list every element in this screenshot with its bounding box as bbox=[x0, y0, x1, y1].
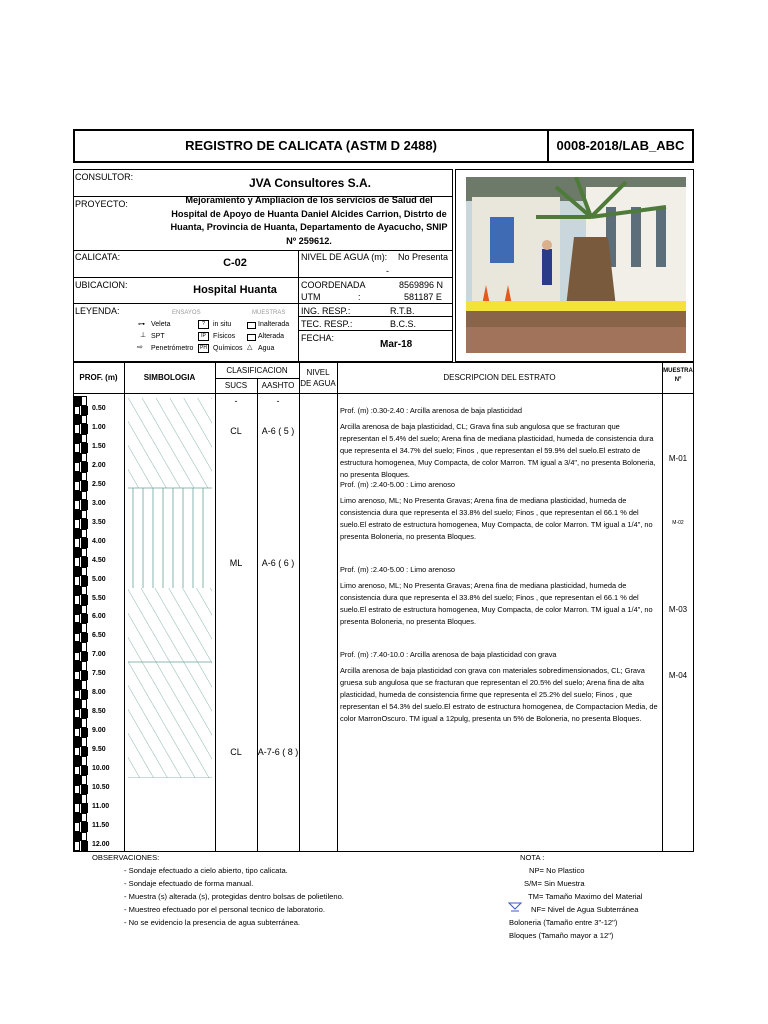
depth-tick bbox=[81, 709, 88, 719]
depth-tick bbox=[81, 472, 87, 482]
sucs-3: CL bbox=[230, 747, 242, 757]
depth-label: 8.00 bbox=[92, 689, 106, 697]
depth-tick bbox=[81, 718, 87, 728]
depth-tick bbox=[81, 803, 88, 813]
depth-tick bbox=[74, 538, 80, 548]
depth-tick bbox=[74, 614, 80, 624]
consultor-label: CONSULTOR: bbox=[75, 172, 134, 182]
ing-resp-value: R.T.B. bbox=[390, 306, 415, 316]
penetrometro-icon: ⇨ bbox=[137, 344, 143, 351]
depth-tick bbox=[74, 406, 80, 416]
aashto-3: A-7-6 ( 8 ) bbox=[257, 747, 299, 757]
veleta-icon: ⊶ bbox=[138, 321, 145, 328]
header-prof: PROF. (m) bbox=[79, 373, 118, 382]
observacion-item: - No se evidencio la presencia de agua subterránea. bbox=[124, 918, 301, 927]
depth-label: 1.00 bbox=[92, 423, 106, 431]
depth-tick bbox=[81, 813, 87, 823]
aashto-1: A-6 ( 5 ) bbox=[261, 426, 295, 436]
depth-label: 3.00 bbox=[92, 499, 106, 507]
depth-tick bbox=[81, 453, 87, 463]
depth-tick bbox=[74, 623, 81, 633]
depth-tick bbox=[74, 633, 80, 643]
depth-label: 4.50 bbox=[92, 556, 106, 564]
depth-label: 10.00 bbox=[92, 765, 110, 772]
stratum-title: Prof. (m) :0.30-2.40 : Arcilla arenosa de baja plasticidad bbox=[340, 406, 522, 415]
depth-tick bbox=[81, 623, 87, 633]
depth-tick bbox=[74, 794, 81, 804]
leyenda-label: LEYENDA: bbox=[75, 306, 120, 316]
stratum-3-description bbox=[340, 564, 660, 628]
depth-tick bbox=[74, 510, 81, 520]
observacion-item: - Muestra (s) alterada (s), protegidas dentro bolsas de polietileno. bbox=[124, 892, 344, 901]
depth-tick bbox=[81, 661, 87, 671]
nota-item: S/M= Sin Muestra bbox=[524, 879, 585, 888]
depth-tick bbox=[81, 690, 88, 700]
stratum-text: Arcilla arenosa de baja plasticidad, CL; Grava fina sub angulosa que se fracturan que representan el 5.4% del suelo; Arena fina de mediana plasticidad, humeda de consistencia dura que representa el 34.7% del suelo; Finos , que representan el 59.9% del suelo.El estrato de estructura homogenea, Muy Compacta, de color Marron. TM igual a 3/4", no presenta Boloneria, no presenta Bloques. bbox=[340, 422, 656, 479]
fecha-label: FECHA: bbox=[301, 333, 335, 343]
header-muestra: MUESTRA Nº bbox=[663, 368, 693, 383]
depth-label: 5.00 bbox=[92, 575, 106, 583]
stratum-2-description bbox=[340, 479, 660, 543]
strata-symbology bbox=[128, 398, 212, 778]
depth-tick bbox=[81, 832, 87, 842]
depth-tick bbox=[81, 699, 87, 709]
depth-label: 11.50 bbox=[92, 821, 110, 829]
depth-tick bbox=[81, 614, 88, 624]
consultor-value: JVA Consultores S.A. bbox=[248, 176, 372, 190]
depth-tick bbox=[81, 633, 88, 643]
depth-tick bbox=[74, 396, 81, 406]
depth-label: 8.50 bbox=[92, 708, 106, 716]
header-nivel-agua: NIVEL DE AGUA bbox=[300, 368, 336, 388]
observacion-item: - Sondaje efectuado de forma manual. bbox=[124, 879, 254, 888]
depth-tick bbox=[74, 519, 80, 529]
muestra-1: M-01 bbox=[668, 454, 688, 463]
depth-tick bbox=[81, 652, 88, 662]
proyecto-value: Mejoramiento y Ampliacion de los servicios de Salud del Hospital de Apoyo de Huanta Daniel Alcides Carrion, Distrto de Huanta, Provincia de Huanta, Departamento de Ayacucho, SNIP Nº 259612. bbox=[170, 195, 448, 246]
depth-tick bbox=[74, 529, 81, 539]
depth-tick bbox=[81, 775, 87, 785]
depth-label: 6.50 bbox=[92, 632, 106, 640]
calicata-value: C-02 bbox=[223, 257, 247, 269]
header-aashto: AASHTO bbox=[261, 381, 295, 390]
depth-tick bbox=[74, 813, 81, 823]
depth-label: 5.50 bbox=[92, 594, 106, 602]
nota-item: NP= No Plastico bbox=[529, 866, 585, 875]
depth-tick bbox=[74, 557, 80, 567]
depth-tick bbox=[81, 671, 88, 681]
depth-tick bbox=[74, 680, 81, 690]
legend-fisicos: Físicos bbox=[213, 333, 236, 340]
tec-resp-label: TEC. RESP.: bbox=[301, 319, 353, 329]
depth-tick bbox=[74, 595, 80, 605]
utm-colon: : bbox=[358, 292, 361, 302]
nivel-agua-dash: - bbox=[386, 266, 389, 276]
nota-title: NOTA : bbox=[520, 853, 545, 862]
proyecto-label: PROYECTO: bbox=[75, 199, 128, 209]
muestra-2: M-02 bbox=[672, 520, 684, 526]
depth-tick bbox=[74, 785, 80, 795]
depth-tick bbox=[81, 747, 88, 757]
depth-tick bbox=[81, 841, 88, 851]
depth-tick bbox=[74, 642, 81, 652]
depth-tick bbox=[81, 595, 88, 605]
depth-label: 1.50 bbox=[92, 442, 106, 450]
fisicos-icon: IP bbox=[198, 332, 209, 341]
depth-tick bbox=[81, 586, 87, 596]
legend-inalterada: Inalterada bbox=[258, 321, 290, 328]
depth-tick bbox=[74, 472, 81, 482]
depth-tick bbox=[81, 766, 88, 776]
legend-muestras: MUESTRAS bbox=[252, 310, 286, 316]
coordenada-label: COORDENADA bbox=[301, 280, 366, 290]
depth-tick bbox=[81, 557, 88, 567]
depth-tick bbox=[74, 671, 80, 681]
header-sucs: SUCS bbox=[224, 381, 248, 390]
depth-tick bbox=[74, 728, 80, 738]
depth-tick bbox=[81, 548, 87, 558]
stratum-text: Arcilla arenosa de baja plasticidad con grava con materiales sobredimensionados, CL; Grava gruesa sub angulosa que se fracturan que representan el 20.5% del suelo; Arena fina de alta plasticidad, humeda de consistencia firme que representa el 25.2% del suelo; Finos , que representan el 54.3% del suelo.El estrato de estructura homogenea, de Compactacion Media, de color MarronOscuro. TM igual a 12pulg, presenta un 5% de Boloneria, no presenta Bloques. bbox=[340, 666, 658, 723]
agua-icon: △ bbox=[247, 344, 253, 351]
depth-tick bbox=[74, 576, 80, 586]
depth-tick bbox=[81, 500, 88, 510]
depth-label: 0.50 bbox=[92, 404, 106, 412]
depth-label: 12.00 bbox=[92, 840, 110, 848]
depth-tick bbox=[81, 406, 88, 416]
nota-item: TM= Tamaño Maximo del Material bbox=[528, 892, 643, 901]
depth-tick bbox=[81, 434, 87, 444]
ubicacion-value: Hospital Huanta bbox=[193, 284, 277, 296]
header-descripcion: DESCRIPCION DEL ESTRATO bbox=[443, 373, 556, 382]
depth-label: 3.50 bbox=[92, 518, 106, 526]
depth-tick bbox=[74, 481, 80, 491]
depth-tick bbox=[74, 832, 81, 842]
page-title: REGISTRO DE CALICATA (ASTM D 2488) bbox=[185, 138, 437, 153]
depth-tick bbox=[81, 538, 88, 548]
depth-tick bbox=[74, 699, 81, 709]
depth-tick bbox=[81, 529, 87, 539]
stratum-1-description bbox=[340, 405, 660, 481]
muestra-4: M-04 bbox=[668, 671, 688, 680]
coordenada-value: 8569896 N bbox=[399, 280, 444, 290]
header-clasificacion: CLASIFICACION bbox=[226, 366, 288, 375]
nivel-agua-label: NIVEL DE AGUA (m): bbox=[301, 252, 388, 262]
depth-tick bbox=[81, 794, 87, 804]
depth-tick bbox=[81, 510, 87, 520]
lab-code: 0008-2018/LAB_ABC bbox=[556, 138, 685, 153]
water-level-icon bbox=[508, 902, 522, 912]
depth-tick bbox=[81, 462, 88, 472]
depth-tick bbox=[81, 443, 88, 453]
depth-tick bbox=[74, 491, 81, 501]
depth-tick bbox=[74, 756, 81, 766]
depth-tick bbox=[74, 661, 81, 671]
depth-label: 6.00 bbox=[92, 613, 106, 621]
depth-tick bbox=[74, 462, 80, 472]
depth-tick bbox=[74, 548, 81, 558]
depth-tick bbox=[74, 766, 80, 776]
legend-veleta: Veleta bbox=[151, 321, 171, 328]
depth-tick bbox=[74, 424, 80, 434]
depth-tick bbox=[81, 567, 87, 577]
legend-spt: SPT bbox=[151, 333, 165, 340]
depth-tick bbox=[81, 756, 87, 766]
sucs-1: CL bbox=[230, 426, 242, 436]
depth-tick bbox=[81, 519, 88, 529]
stratum-4-description bbox=[340, 649, 660, 725]
inalterada-icon bbox=[247, 322, 256, 329]
depth-tick bbox=[74, 775, 81, 785]
depth-tick bbox=[81, 642, 87, 652]
depth-tick bbox=[74, 747, 80, 757]
depth-label: 7.50 bbox=[92, 670, 106, 678]
calicata-label: CALICATA: bbox=[75, 252, 121, 262]
utm-value: 581187 E bbox=[404, 292, 442, 302]
quimicos-icon: PH bbox=[198, 344, 209, 353]
muestra-3: M-03 bbox=[668, 605, 688, 614]
depth-tick bbox=[74, 443, 80, 453]
observacion-item: - Muestreo efectuado por el personal tecnico de laboratorio. bbox=[124, 905, 325, 914]
nivel-agua-value: No Presenta bbox=[397, 252, 449, 262]
depth-tick bbox=[74, 567, 81, 577]
stratum-text: Limo arenoso, ML; No Presenta Gravas; Arena fina de mediana plasticidad, humeda de consistencia dura que representa el 33.8% del suelo; Finos , que representan el 66.1 % del suelo.El estrato de estructura homogenea, Muy Compacta, de color Marron. TM igual a 1/4", no presenta Boloneria, no presenta Bloques. bbox=[340, 496, 653, 541]
depth-tick bbox=[74, 841, 80, 851]
nota-item: Bloques (Tamaño mayor a 12") bbox=[509, 931, 614, 940]
utm-label: UTM bbox=[301, 292, 321, 302]
observacion-item: - Sondaje efectuado a cielo abierto, tipo calicata. bbox=[124, 866, 288, 875]
nota-item: Boloneria (Tamaño entre 3"-12") bbox=[509, 918, 618, 927]
depth-tick bbox=[74, 709, 80, 719]
depth-tick bbox=[74, 415, 81, 425]
depth-tick bbox=[74, 605, 81, 615]
depth-tick bbox=[81, 576, 88, 586]
sucs-2: ML bbox=[229, 558, 243, 568]
depth-tick bbox=[74, 453, 81, 463]
depth-tick bbox=[81, 415, 87, 425]
depth-label: 2.50 bbox=[92, 480, 106, 488]
depth-tick bbox=[74, 822, 80, 832]
sucs-dash: - bbox=[234, 396, 238, 406]
stratum-title: Prof. (m) :2.40-5.00 : Limo arenoso bbox=[340, 480, 456, 489]
aashto-dash: - bbox=[276, 396, 280, 406]
site-photo bbox=[466, 177, 686, 353]
depth-tick bbox=[81, 396, 87, 406]
legend-ensayos: ENSAYOS bbox=[172, 310, 201, 316]
spt-icon: ⊥ bbox=[140, 332, 147, 339]
depth-tick bbox=[81, 785, 88, 795]
depth-label: 2.00 bbox=[92, 461, 106, 469]
header-simbologia: SIMBOLOGIA bbox=[143, 373, 196, 382]
legend-alterada: Alterada bbox=[258, 333, 285, 340]
depth-tick bbox=[81, 605, 87, 615]
legend-quimicos: Químicos bbox=[213, 345, 243, 352]
depth-tick bbox=[74, 434, 81, 444]
legend-insitu: in situ bbox=[213, 321, 232, 328]
depth-label: 10.50 bbox=[92, 784, 110, 791]
depth-tick bbox=[74, 586, 81, 596]
aashto-2: A-6 ( 6 ) bbox=[261, 558, 295, 568]
nota-item: NF= Nivel de Agua Subterránea bbox=[531, 905, 639, 914]
depth-label: 7.00 bbox=[92, 651, 106, 659]
depth-tick bbox=[81, 481, 88, 491]
depth-tick bbox=[81, 728, 88, 738]
ing-resp-label: ING. RESP.: bbox=[301, 306, 351, 316]
depth-label: 4.00 bbox=[92, 537, 106, 545]
fecha-value: Mar-18 bbox=[380, 339, 413, 350]
depth-tick bbox=[74, 737, 81, 747]
depth-tick bbox=[81, 680, 87, 690]
depth-tick bbox=[74, 690, 80, 700]
ubicacion-label: UBICACION: bbox=[75, 280, 128, 290]
depth-tick bbox=[81, 424, 88, 434]
depth-tick bbox=[81, 737, 87, 747]
depth-label: 9.50 bbox=[92, 746, 106, 753]
stratum-title: Prof. (m) :7.40-10.0 : Arcilla arenosa de baja plasticidad con grava bbox=[340, 650, 557, 659]
stratum-title: Prof. (m) :2.40-5.00 : Limo arenoso bbox=[340, 565, 456, 574]
alterada-icon bbox=[247, 334, 256, 341]
legend-agua: Agua bbox=[258, 345, 275, 352]
tec-resp-value: B.C.S. bbox=[390, 319, 417, 329]
insitu-icon: ? bbox=[198, 320, 209, 329]
depth-tick bbox=[81, 822, 88, 832]
stratum-text: Limo arenoso, ML; No Presenta Gravas; Arena fina de mediana plasticidad, humeda de consistencia dura que representa el 33.8% del suelo; Finos , que representan el 66.1 % del suelo.El estrato de estructura homogenea, Muy Compacta, de color Marron. TM igual a 1/4", no presenta Boloneria, no presenta Bloques. bbox=[340, 581, 653, 626]
depth-tick bbox=[74, 803, 80, 813]
depth-label: 11.00 bbox=[92, 802, 110, 810]
depth-tick bbox=[74, 718, 81, 728]
depth-tick bbox=[74, 652, 80, 662]
observaciones-title: OBSERVACIONES: bbox=[92, 853, 160, 862]
legend-penetrometro: Penetrómetro bbox=[151, 345, 194, 352]
depth-label: 9.00 bbox=[92, 727, 106, 735]
depth-tick bbox=[81, 491, 87, 501]
depth-tick bbox=[74, 500, 80, 510]
